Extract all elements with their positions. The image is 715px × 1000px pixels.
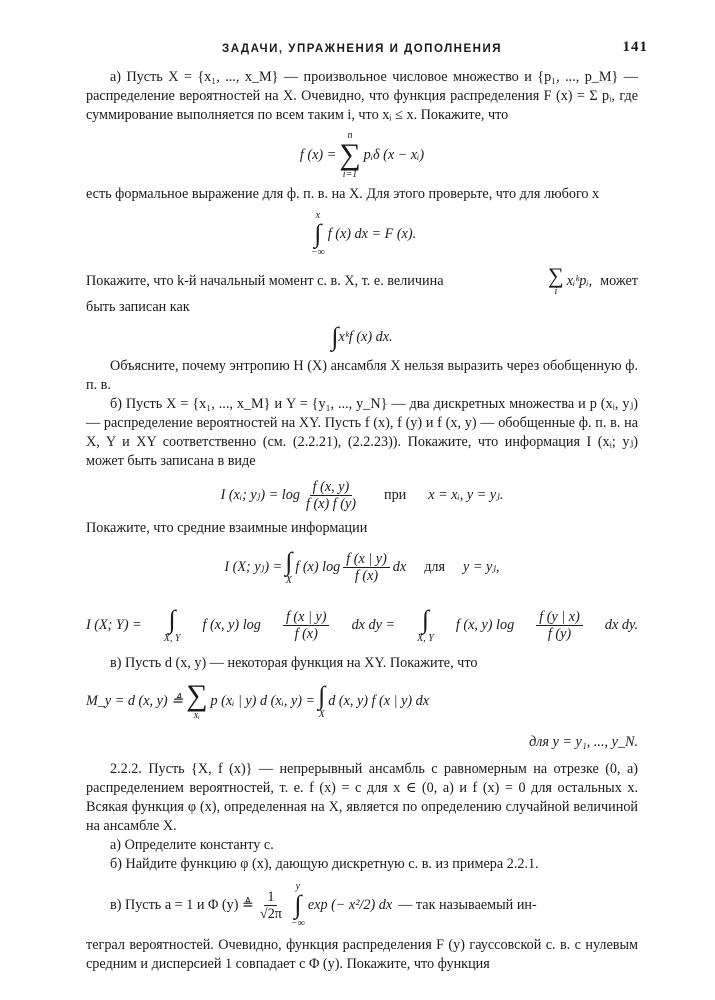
moment-sum <box>548 262 564 297</box>
para-a5: Объясните, почему энтропию H (X) ансамбля X нельзя выразить через обобщенную ф. п. в. <box>86 358 638 393</box>
info-lhs: I (xᵢ; yⱼ) = log <box>220 486 300 503</box>
mi2-lhs: I (X; Y) = <box>86 616 142 633</box>
mi1-num: f (x | y) <box>343 551 390 568</box>
mi1-lhs: I (X; yⱼ) = <box>224 558 283 575</box>
para-b1: б) Пусть X = {x₁, ..., x_M} и Y = {y₁, ..., y_N} — два дискретных множества и p (xᵢ, yⱼ) — распределение вероятностей на XY. Пусть f (x), f (y) и f (x, y) — обобщенные ф. п. в. на X, Y и XY соответственно (см. (2.2.21), (2.2.23)). Покажите, что информация I (xᵢ; yⱼ) может быть записана в виде <box>86 396 638 469</box>
my-for: для y = y₁, ..., y_N. <box>529 734 638 750</box>
mi1-for: для <box>424 558 446 575</box>
mi2-frac2 <box>536 609 583 642</box>
para-a1: а) Пусть X = {x₁, ..., x_M} — произвольное числовое множество и {p₁, ..., p_M} — распределение вероятностей на X. Очевидно, что функция распределения F (x) = Σ pᵢ, где суммирование выполняется по всем таким i, что xᵢ ≤ x. Покажите, что <box>86 69 638 123</box>
mi1-cond: y = yⱼ, <box>463 558 500 575</box>
mi2-body1: f (x, y) log <box>202 616 261 633</box>
formula-int-F <box>86 204 638 264</box>
mi2-mid: dx dy = <box>351 616 396 633</box>
para-last: теграл вероятностей. Очевидно, функция распределения F (y) гауссовской с. в. с нулевым средним и дисперсией 1 совпадает с Φ (y). Покажите, что функция <box>86 937 638 972</box>
para-a4: быть записан как <box>86 299 190 315</box>
int-upper: x <box>315 210 321 221</box>
integral-symbol: ∫ <box>168 604 176 634</box>
formula-mi2 <box>86 596 638 654</box>
mi2-frac1 <box>283 609 330 642</box>
my-lhs: M_y = d (x, y) ≜ <box>86 692 184 709</box>
f-def-lhs: f (x) = <box>299 146 337 163</box>
moment-int: xᵏf (x) dx. <box>338 328 393 345</box>
info-frac <box>303 479 359 512</box>
integral-operator <box>311 210 325 258</box>
formula-info <box>86 471 638 519</box>
mi2-body2: f (x, y) log <box>455 616 515 633</box>
integral-symbol: ∫ <box>318 680 326 710</box>
a3-post: может <box>600 272 638 289</box>
page-number: 141 <box>622 39 648 55</box>
int-F-body: f (x) dx = F (x). <box>327 225 417 242</box>
question-v <box>86 874 638 936</box>
integral-operator <box>318 680 326 720</box>
running-header <box>86 38 648 60</box>
mi1-frac <box>343 551 390 584</box>
question-a: а) Определите константу c. <box>110 837 274 853</box>
formula-mi1 <box>86 538 638 596</box>
para-a2: есть формальное выражение для ф. п. в. на X. Для этого проверьте, что для любого x <box>86 186 600 202</box>
phi-den: √2π <box>259 905 282 922</box>
para-v1: в) Пусть d (x, y) — некоторая функция на XY. Покажите, что <box>110 655 478 671</box>
phi-lower: −∞ <box>290 918 305 929</box>
header-title: ЗАДАЧИ, УПРАЖНЕНИЯ И ДОПОЛНЕНИЯ <box>222 43 502 55</box>
integral-symbol: ∫ <box>331 322 339 351</box>
integral-operator <box>291 881 305 929</box>
info-when: при <box>383 486 407 503</box>
mi2-end: dx dy. <box>604 616 638 633</box>
para-2-2-2: 2.2.2. Пусть {X, f (x)} — непрерывный ансамбль с равномерным на отрезке (0, a) распределением вероятностей, т. е. f (x) = c для x ∈ (0, a) и f (x) = 0 для остальных x. Всякая функция φ (x), определенная на X, является по определению случайной величиной на ансамбле X. <box>86 761 638 834</box>
f-def-rhs: pᵢδ (x − xᵢ) <box>363 146 425 163</box>
q-v-pre: в) Пусть a = 1 и Φ (y) ≜ <box>110 896 254 913</box>
integral-symbol: ∫ <box>285 546 293 576</box>
mi1-sub: X <box>285 574 292 586</box>
question-b: б) Найдите функцию φ (x), дающую дискретную с. в. из примера 2.2.1. <box>110 856 539 872</box>
mi1-dx: dx <box>392 558 407 575</box>
mi1-body: f (x) log <box>295 558 341 575</box>
sum-upper: n <box>347 130 353 141</box>
sigma-symbol: ∑ <box>186 678 208 712</box>
phi-num: 1 <box>264 889 277 906</box>
my-int-sub: X <box>318 708 325 720</box>
my-int-body: d (x, y) f (x | y) dx <box>328 692 430 709</box>
phi-upper: y <box>295 881 301 892</box>
formula-moment-int <box>86 317 638 357</box>
phi-frac <box>257 889 285 922</box>
int-lower: −∞ <box>310 247 325 258</box>
integral-symbol: ∫ <box>314 219 322 248</box>
phi-body: exp (− x²/2) dx <box>307 896 393 913</box>
moment-sum-lower: i <box>554 285 558 297</box>
formula-my <box>86 673 638 729</box>
q-v-post: — так называемый ин- <box>398 896 537 913</box>
integral-operator <box>417 604 434 644</box>
mi2-den2: f (y) <box>547 625 572 642</box>
info-num: f (x, y) <box>310 479 353 496</box>
integral-operator <box>163 604 181 644</box>
mi2-num2: f (y | x) <box>536 609 583 626</box>
sigma-symbol: ∑ <box>339 138 361 171</box>
page <box>86 38 648 974</box>
my-sum <box>186 678 208 721</box>
integral-symbol: ∫ <box>294 890 302 919</box>
sigma-symbol: ∑ <box>548 262 564 288</box>
para-b2: Покажите, что средние взаимные информации <box>86 520 368 536</box>
sum-lower: i=1 <box>342 169 358 180</box>
moment-body: xᵢᵏpᵢ, <box>566 272 593 289</box>
para-a3 <box>86 264 638 298</box>
integral-symbol: ∫ <box>421 604 429 634</box>
mi2-den1: f (x) <box>294 625 318 642</box>
my-sum-lower: xᵢ <box>193 709 200 721</box>
integral-operator <box>285 546 293 586</box>
mi2-num1: f (x | y) <box>283 609 330 626</box>
mi2-sub2: X, Y <box>417 632 434 644</box>
sum-operator <box>339 130 360 180</box>
my-sum-body: p (xᵢ | y) d (xᵢ, y) = <box>210 692 316 709</box>
mi1-den: f (x) <box>354 567 379 584</box>
a3-pre: Покажите, что k-й начальный момент с. в. X, т. е. величина <box>86 272 444 289</box>
formula-f-def <box>86 125 638 185</box>
mi2-sub: X, Y <box>163 632 181 644</box>
info-den: f (x) f (y) <box>305 495 356 512</box>
info-cond: x = xᵢ, y = yⱼ. <box>428 486 504 503</box>
